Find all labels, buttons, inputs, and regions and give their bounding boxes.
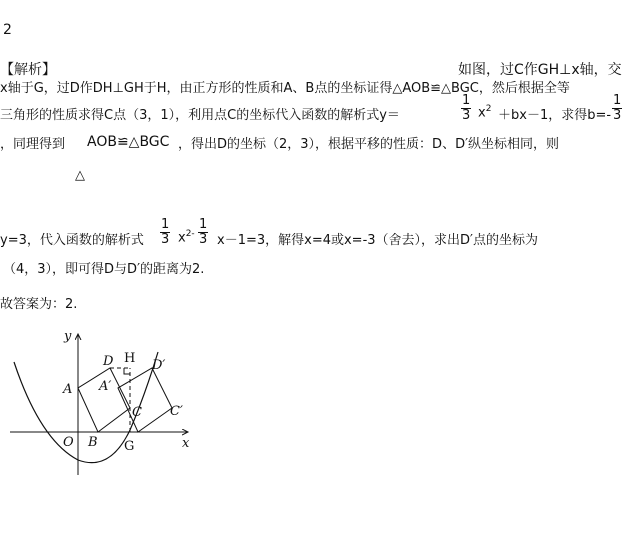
fraction-numerator: 1 [462, 93, 471, 108]
label-y: y [64, 329, 72, 344]
triangle-symbol: △ [75, 168, 85, 183]
label-c: C [132, 405, 142, 420]
analysis-intro: 如图，过C作GH⊥x轴，交 [458, 62, 622, 78]
text-line-6: （4，3），即可得D与D′的距离为2. [3, 262, 205, 277]
fraction-numerator: 1 [161, 217, 170, 232]
label-x: x [182, 436, 190, 451]
text-line-5-post: x－1=3，解得x=4或x=-3（舍去），求出D′点的坐标为 [217, 233, 538, 248]
label-c-prime: C′ [170, 404, 183, 419]
label-o: O [63, 435, 74, 450]
label-h: H [124, 351, 136, 366]
fraction-denominator: 3 [199, 232, 208, 247]
text-line-2: x轴于G，过D作DH⊥GH于H，由正方形的性质和A、B点的坐标证得△AOB≌△BGC，然后根据全等 [0, 81, 570, 96]
label-b: B [88, 435, 98, 450]
text-line-3: 三角形的性质求得C点（3，1），利用点C的坐标代入函数的解析式y＝ [0, 108, 400, 123]
label-g: G [124, 439, 135, 454]
fraction-denominator: 3 [462, 108, 471, 123]
right-angle-mark [124, 368, 130, 374]
text-line-5-pre: y=3，代入函数的解析式 [0, 233, 144, 248]
exponent: 2 [485, 104, 492, 114]
fraction-numerator: 1 [199, 217, 208, 232]
text-line-4-post: ，得出D的坐标（2，3），根据平移的性质：D、D′纵坐标相同，则 [178, 137, 560, 152]
label-a-prime: A′ [99, 379, 112, 394]
answer-number: 2 [3, 22, 12, 38]
x-var: x [478, 105, 486, 121]
text-line-4-pre: ，同理得到 [0, 137, 66, 152]
square-abcd [78, 368, 130, 432]
label-a: A [63, 382, 73, 397]
fraction-denominator: 3 [613, 108, 622, 123]
text-line-3-post: ＋bx－1，求得b=- [498, 108, 612, 123]
analysis-label: 【解析】 [0, 62, 56, 78]
conclusion: 故答案为：2. [0, 297, 78, 312]
exponent: 2- [185, 229, 195, 239]
fraction-denominator: 3 [161, 232, 170, 247]
label-d-prime: D′ [152, 358, 166, 373]
x-var: x [178, 230, 186, 246]
fraction-numerator: 1 [613, 93, 622, 108]
label-d: D [103, 354, 114, 369]
triangle-congruence-aob-bgc: AOB≌△BGC [87, 134, 170, 150]
